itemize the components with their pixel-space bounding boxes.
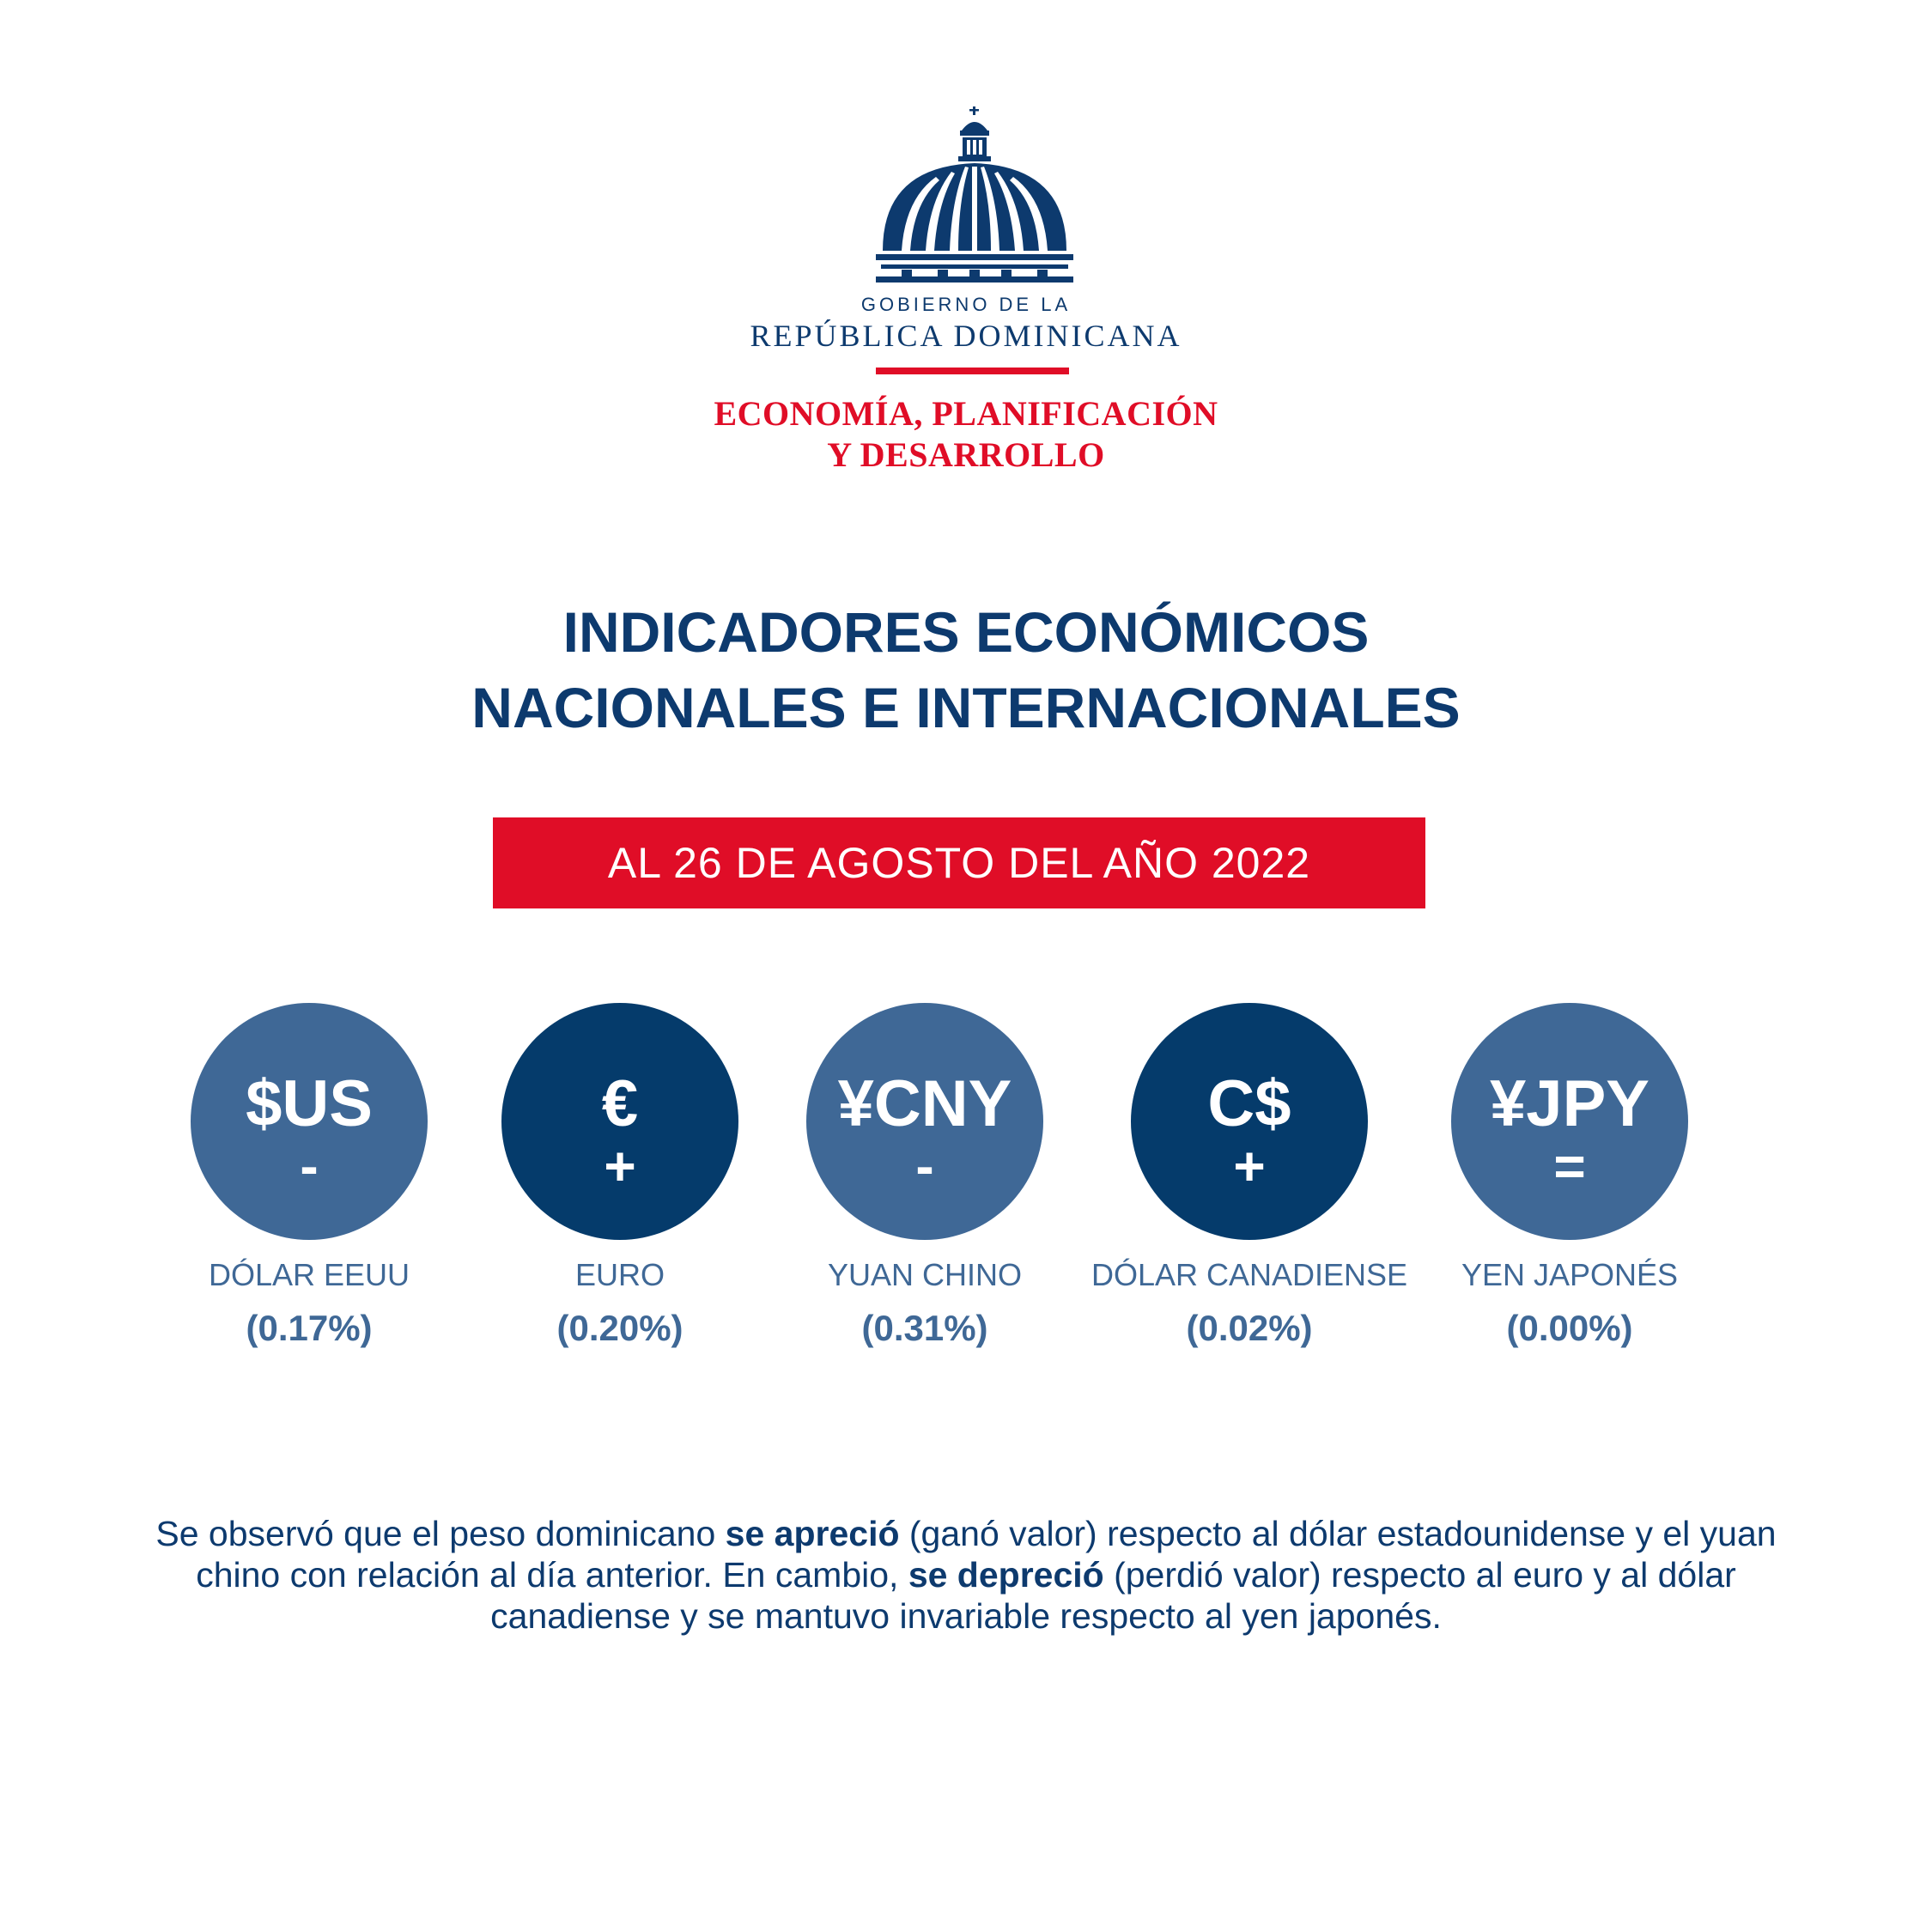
summary-text-3: (perdió valor) respecto al euro y al dólar canadiense y se mantuvo invariable respecto al yen japonés.: [490, 1555, 1736, 1636]
currency-jpy: [1398, 1003, 1741, 1348]
currency-symbol: ¥CNY: [837, 1067, 1012, 1140]
currency-change: (0.20%): [556, 1308, 683, 1348]
ministry-line1: ECONOMÍA, PLANIFICACIÓN: [714, 394, 1218, 433]
summary-text-2: (ganó valor) respecto al dólar estadounidense y el yuan chino con relación al día anterior. En cambio,: [196, 1514, 1777, 1595]
ministry-line2: Y DESARROLLO: [827, 435, 1105, 474]
currency-circle: [501, 1003, 738, 1240]
currency-name: DÓLAR CANADIENSE: [1091, 1257, 1408, 1292]
summary-text-1: Se observó que el peso dominicano: [155, 1514, 726, 1553]
currency-change: (0.31%): [861, 1308, 988, 1348]
summary-paragraph: [129, 1513, 1803, 1637]
currency-symbol: C$: [1207, 1067, 1291, 1140]
change-sign: -: [300, 1135, 319, 1197]
currency-circle: [1131, 1003, 1368, 1240]
change-sign: +: [1233, 1135, 1266, 1197]
change-sign: +: [604, 1135, 636, 1197]
change-sign: =: [1553, 1135, 1586, 1197]
date-banner: AL 26 DE AGOSTO DEL AÑO 2022: [493, 817, 1425, 908]
currency-name: YEN JAPONÉS: [1461, 1257, 1679, 1292]
currency-name: DÓLAR EEUU: [208, 1257, 410, 1292]
gov-name-main: REPÚBLICA DOMINICANA: [750, 319, 1182, 353]
currency-change: (0.00%): [1506, 1308, 1633, 1348]
summary-bold-depreciated: se depreció: [908, 1555, 1104, 1595]
currency-cad: [1078, 1003, 1421, 1348]
currency-name: YUAN CHINO: [827, 1257, 1023, 1292]
currency-circle: [1451, 1003, 1688, 1240]
title-line2: NACIONALES E INTERNACIONALES: [471, 676, 1461, 739]
currency-name: EURO: [574, 1257, 665, 1292]
currency-circle: [806, 1003, 1043, 1240]
currency-cny: [753, 1003, 1097, 1348]
change-sign: -: [915, 1135, 934, 1197]
title-line1: INDICADORES ECONÓMICOS: [562, 600, 1370, 664]
divider: [876, 368, 1069, 374]
currency-symbol: ¥JPY: [1490, 1067, 1649, 1140]
currency-circle: [191, 1003, 428, 1240]
ministry-name: [0, 393, 1932, 476]
currency-usd: [137, 1003, 481, 1348]
palace-dome-icon: [876, 105, 1073, 289]
currency-change: (0.17%): [246, 1308, 373, 1348]
currency-symbol: $US: [246, 1067, 373, 1140]
summary-bold-appreciated: se apreció: [725, 1514, 900, 1553]
currency-change: (0.02%): [1186, 1308, 1313, 1348]
page-title: [0, 594, 1932, 745]
currency-eur: [448, 1003, 792, 1348]
currency-symbol: €: [601, 1067, 639, 1140]
gov-name-top: GOBIERNO DE LA: [860, 294, 1072, 315]
